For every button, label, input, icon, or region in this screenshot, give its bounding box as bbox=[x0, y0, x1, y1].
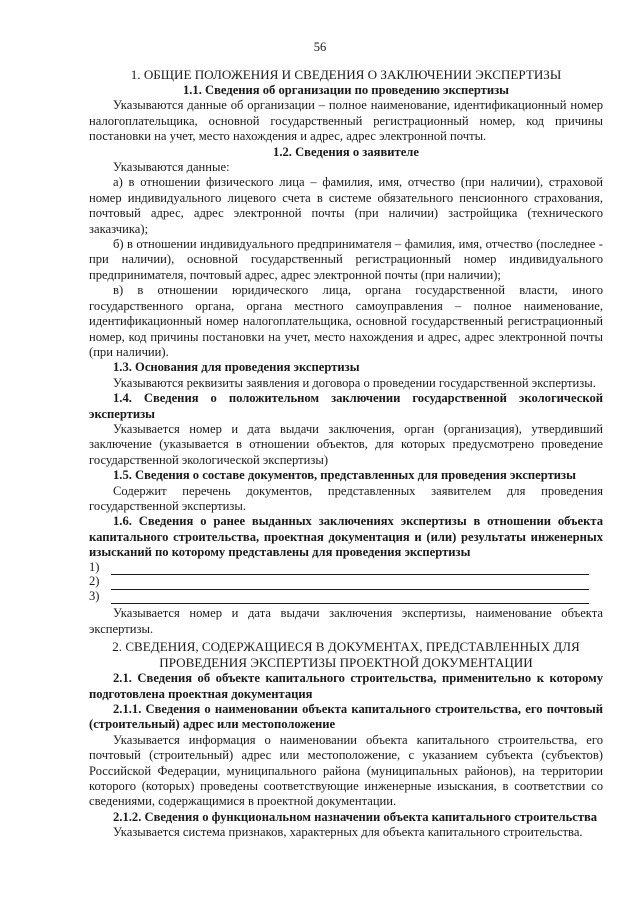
subsection-1-2-item-b: б) в отношении индивидуального предпринимателя – фамилия, имя, отчество (последнее - при наличии), основной государственный регистрационный номер индивидуального предпринимателя, почтовый адрес, адрес электронной почты (при наличии); bbox=[89, 237, 603, 282]
fill-in-line bbox=[111, 565, 589, 575]
blank-line-number: 2) bbox=[89, 574, 100, 589]
blank-line-number: 1) bbox=[89, 559, 100, 574]
subsection-1-2-item-a: а) в отношении физического лица – фамилия, имя, отчество (при наличии), страховой номер индивидуального лицевого счета в системе обязательного пенсионного страхования, почтовый адрес, адрес электронной почты (при наличии) застройщика (технического заказчика); bbox=[89, 175, 603, 236]
subsection-1-3-text: Указываются реквизиты заявления и договора о проведении государственной экспертизы. bbox=[113, 375, 596, 390]
subsection-2-1-1-heading: 2.1.1. Сведения о наименовании объекта капитального строительства, его почтовый (строительный) адрес или местоположение bbox=[89, 702, 603, 732]
subsection-1-5-heading: 1.5. Сведения о составе документов, представленных для проведения экспертизы bbox=[113, 468, 576, 483]
subsection-1-1-heading: 1.1. Сведения об организации по проведению экспертизы bbox=[182, 83, 510, 97]
blank-line-2 bbox=[89, 575, 603, 590]
subsection-1-3-heading: 1.3. Основания для проведения экспертизы bbox=[113, 360, 360, 375]
blank-line-1 bbox=[89, 561, 603, 576]
subsection-1-1-text: Указываются данные об организации – полное наименование, идентификационный номер налогоплательщика, основной государственный регистрационный номер, код причины постановки на учет, место нахождения и адрес, адрес электронной почты. bbox=[89, 98, 603, 144]
subsection-1-4-text: Указывается номер и дата выдачи заключения, орган (организация), утвердивший заключение (указывается в отношении объектов, для которых предусмотрено проведение государственной экологической экспертизы) bbox=[89, 421, 603, 467]
subsection-1-6-text: Указывается номер и дата выдачи заключения экспертизы, наименование объекта экспертизы. bbox=[89, 606, 603, 636]
subsection-1-4-heading: 1.4. Сведения о положительном заключении государственной экологической экспертизы bbox=[89, 391, 603, 421]
subsection-2-1-1-text: Указывается информация о наименовании объекта капитального строительства, его почтовый (строительный) адрес или местоположение, с указанием субъекта (субъектов) Российской Федерации, муниципального района (муниципальных районов), на территории которого (которых) проведены соответствующие инженерные изыскания, в соответствии со сведениями, содержащимися в проектной документации. bbox=[89, 732, 603, 809]
blank-line-3 bbox=[89, 590, 603, 605]
subsection-1-6-heading: 1.6. Сведения о ранее выданных заключениях экспертизы в отношении объекта капитального строительства, проектная документация и (или) результаты инженерных изысканий по которому представлены для проведения экспертизы bbox=[89, 514, 603, 560]
document-body bbox=[89, 67, 603, 841]
subsection-1-2-heading: 1.2. Сведения о заявителе bbox=[273, 144, 419, 159]
subsection-1-2-intro: Указываются данные: bbox=[113, 160, 230, 175]
section-2-title: 2. СВЕДЕНИЯ, СОДЕРЖАЩИЕСЯ В ДОКУМЕНТАХ, ПРЕДСТАВЛЕННЫХ ДЛЯ ПРОВЕДЕНИЯ ЭКСПЕРТИЗЫ ПРОЕКТНОЙ ДОКУМЕНТАЦИИ bbox=[112, 639, 580, 671]
subsection-1-5-text: Содержит перечень документов, представленных заявителем для проведения государственной экспертизы. bbox=[89, 483, 603, 513]
section-1-title: 1. ОБЩИЕ ПОЛОЖЕНИЯ И СВЕДЕНИЯ О ЗАКЛЮЧЕНИИ ЭКСПЕРТИЗЫ bbox=[130, 67, 562, 82]
subsection-2-1-2-heading: 2.1.2. Сведения о функциональном назначении объекта капитального строительства bbox=[113, 809, 598, 824]
fill-in-line bbox=[111, 594, 589, 604]
subsection-2-1-2-text: Указывается система признаков, характерных для объекта капитального строительства. bbox=[113, 825, 583, 840]
page-number: 56 bbox=[313, 40, 327, 54]
fill-in-line bbox=[111, 580, 589, 590]
subsection-1-2-item-c: в) в отношении юридического лица, органа государственной власти, иного государственного органа, органа местного самоуправления – полное наименование, идентификационный номер налогоплательщика, основной государственный регистрационный номер, код причины постановки на учет, место нахождения и адрес, адрес электронной почты (при наличии). bbox=[89, 283, 603, 359]
subsection-2-1-heading: 2.1. Сведения об объекте капитального строительства, применительно к которому подготовлена проектная документация bbox=[89, 671, 603, 701]
blank-line-number: 3) bbox=[89, 588, 100, 603]
